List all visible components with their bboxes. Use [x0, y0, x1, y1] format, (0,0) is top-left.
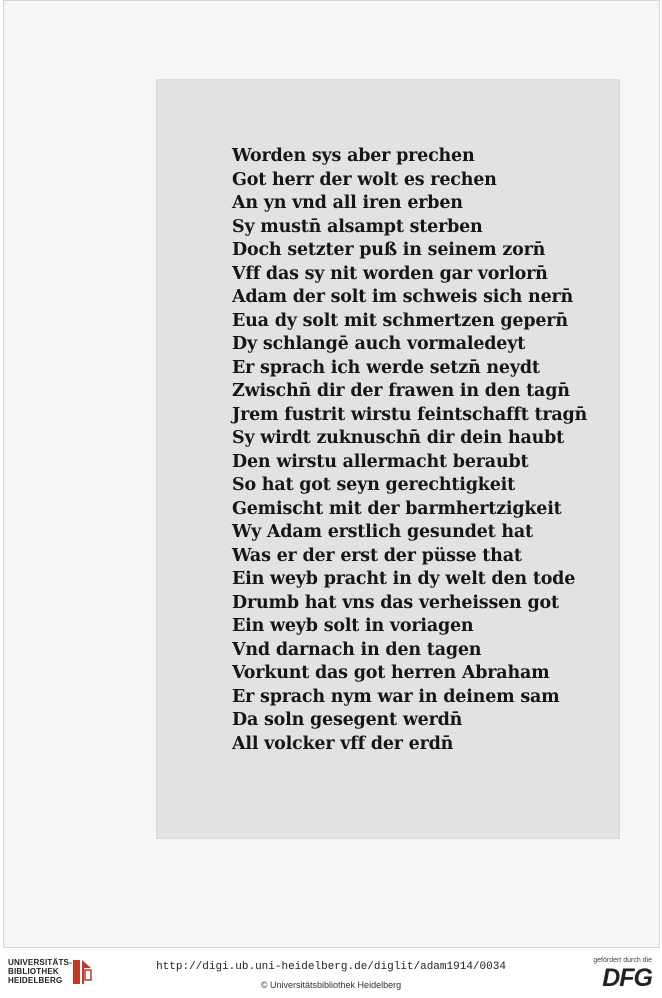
- verse-line: Vorkunt das got herren Abraham: [232, 663, 550, 683]
- verse-line: Zwischn̄ dir der frawen in den tagn̄: [232, 381, 570, 401]
- logo-line: BIBLIOTHEK: [8, 967, 59, 976]
- verse-line: Ein weyb pracht in dy welt den tode: [232, 569, 576, 589]
- footer-bar: [0, 948, 662, 998]
- logo-line: HEIDELBERG: [8, 976, 63, 985]
- verse-line: Sy mustn̄ alsampt sterben: [232, 216, 483, 237]
- verse-line: Da soln gesegent werdn̄: [232, 710, 463, 730]
- verse-line: Vff das sy nit worden gar vorlorn̄: [232, 263, 548, 284]
- verse-line: Sy wirdt zuknuschn̄ dir dein haubt: [232, 428, 565, 448]
- permalink-url[interactable]: http://digi.ub.uni-heidelberg.de/diglit/adam1914/0034: [156, 961, 506, 973]
- verse-line: Er sprach nym war in deinem sam: [232, 686, 560, 707]
- verse-line: Worden sys aber prechen: [232, 146, 475, 166]
- verse-line: Jrem fustrit wirstu feintschafft tragn̄: [232, 404, 588, 425]
- verse-line: Doch setzter puß in seinem zorn̄: [232, 240, 546, 260]
- verse-line: Wy Adam erstlich gesundet hat: [232, 522, 533, 542]
- verse-line: Vnd darnach in den tagen: [232, 639, 482, 660]
- dfg-logo-icon: DFG: [602, 964, 652, 992]
- verse-line: Adam der solt im schweis sich nern̄: [232, 287, 574, 307]
- verse-line: Den wirstu allermacht beraubt: [232, 451, 529, 472]
- verse-line: All volcker vff der erdn̄: [232, 733, 454, 754]
- verse-line: Er sprach ich werde setzn̄ neydt: [232, 357, 540, 378]
- verse-line: Drumb hat vns das verheissen got: [232, 592, 559, 613]
- verse-line: An yn vnd all iren erben: [232, 193, 463, 213]
- verse-text-block: [232, 145, 587, 756]
- verse-line: Was er der erst der püsse that: [232, 545, 522, 566]
- verse-line: So hat got seyn gerechtigkeit: [232, 475, 515, 495]
- funding-label: gefördert durch die: [593, 957, 652, 964]
- logo-line: UNIVERSITÄTS-: [8, 958, 72, 967]
- page-sheet: [3, 0, 660, 948]
- copyright-notice: © Universitätsbibliothek Heidelberg: [260, 980, 402, 990]
- verse-line: Dy schlangē auch vormaledeyt: [232, 334, 526, 354]
- funder-block[interactable]: [582, 956, 652, 994]
- verse-line: Ein weyb solt in voriagen: [232, 616, 474, 636]
- verse-line: Gemischt mit der barmhertzigkeit: [232, 498, 562, 519]
- verse-line: Got herr der wolt es rechen: [232, 169, 497, 190]
- printed-page-scan: [156, 79, 620, 839]
- verse-line: Eua dy solt mit schmertzen gepern̄: [232, 310, 568, 331]
